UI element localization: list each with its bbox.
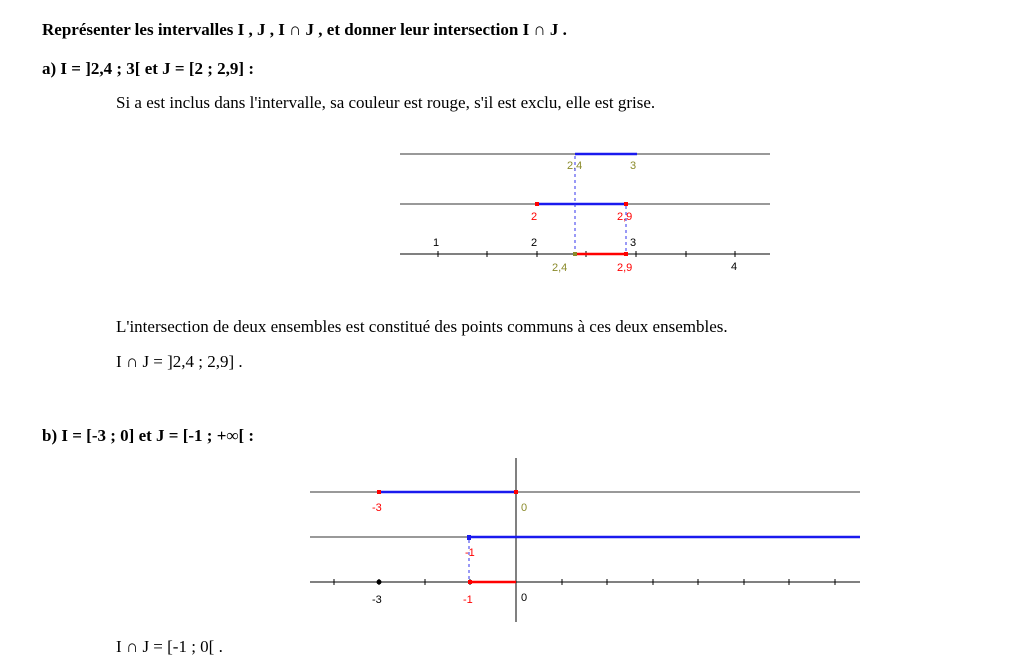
figure-b-intersection-left-point: [468, 580, 472, 584]
figure-a-j-left-label: 2: [531, 211, 538, 223]
result-a: I ∩ J = ]2,4 ; 2,9] .: [116, 352, 243, 371]
section-b-heading: b) I = [-3 ; 0] et J = [-1 ; +∞[ :: [42, 426, 255, 445]
figure-b-j-left-label: -1: [465, 547, 475, 559]
figure-b-i-left-point: [377, 490, 381, 494]
result-b: I ∩ J = [-1 ; 0[ .: [116, 637, 223, 656]
section-a-heading: a) I = ]2,4 ; 3[ et J = [2 ; 2,9] :: [42, 59, 254, 78]
figure-b-axis-label-0: 0: [521, 592, 528, 604]
figure-b-point-minus3: [377, 580, 382, 585]
figure-a-intersection-right-label: 2,9: [617, 262, 633, 274]
figure-b-i-left-label: -3: [372, 502, 382, 514]
figure-a-i-right-label: 3: [630, 160, 637, 172]
figure-b-j-left-point: [467, 535, 471, 540]
figure-a-j-right-label: 2,9: [617, 211, 633, 223]
figure-b-i-right-point: [514, 490, 518, 494]
figure-b-i-right-label: 0: [521, 502, 528, 514]
figure-b-axis-label-minus1: -1: [463, 594, 473, 606]
figure-a-i-left-label: 2,4: [567, 160, 583, 172]
figure-b-axis-label-minus3: -3: [372, 594, 382, 606]
figure-a-tick-2: 2: [531, 237, 538, 249]
figure-a-tick-4: 4: [731, 261, 738, 273]
figure-a-intersection-left-label: 2,4: [552, 262, 568, 274]
page-title: Représenter les intervalles I , J , I ∩ J , et donner leur intersection I ∩ J .: [42, 20, 567, 39]
figure-a-tick-3: 3: [630, 237, 637, 249]
intersection-definition: L'intersection de deux ensembles est constitué des points communs à ces deux ensembles.: [116, 317, 728, 336]
figure-a-tick-1: 1: [433, 237, 440, 249]
color-convention-note: Si a est inclus dans l'intervalle, sa couleur est rouge, s'il est exclu, elle est grise.: [116, 93, 656, 112]
